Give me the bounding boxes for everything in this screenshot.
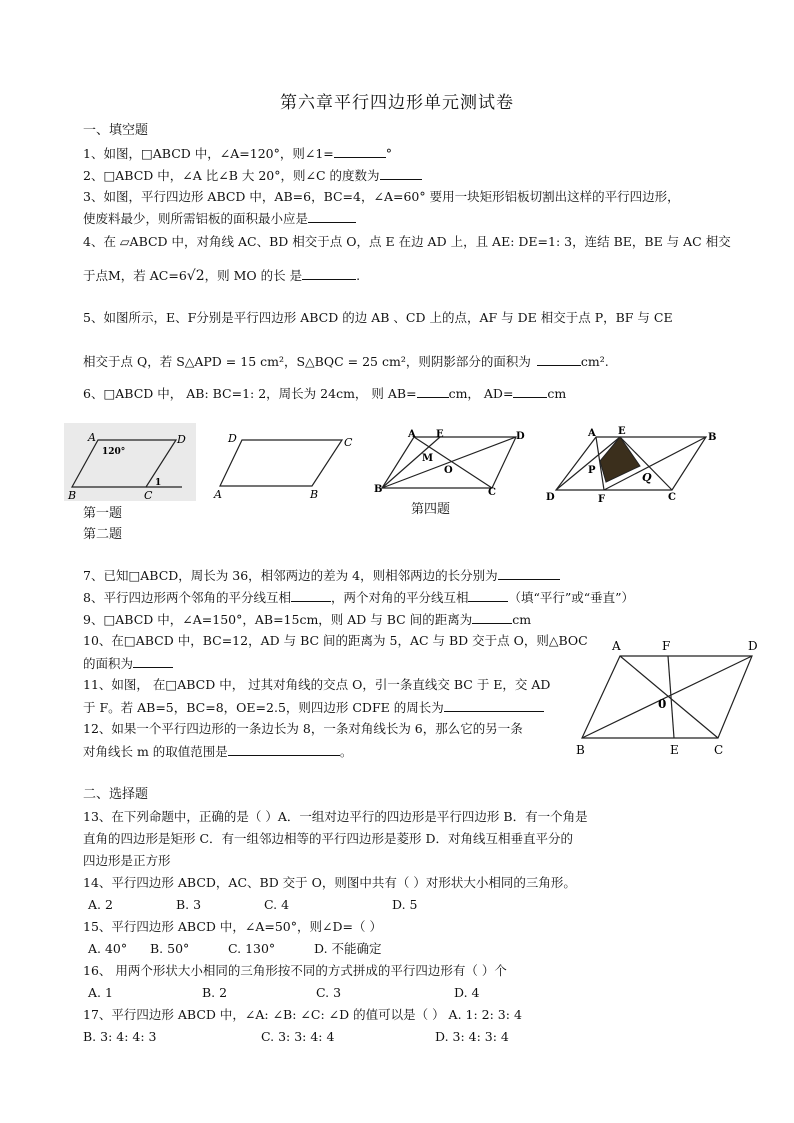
question-5-end: cm². [580,354,609,369]
label-one: 1 [155,478,162,488]
option-c[interactable]: C. 3 [316,985,342,1000]
figure-11-svg [574,636,770,760]
question-12-line-2 [83,742,352,761]
label-c: C [714,743,724,757]
option-a[interactable]: A. 40° [88,941,128,956]
question-7 [83,566,560,585]
figure-2 [210,428,360,500]
question-2-text: 2、□ABCD 中，∠A 比∠B 大 20°，则∠C 的度数为 [83,168,380,183]
option-c[interactable]: C. 4 [264,897,290,912]
label-c: C [144,489,153,501]
answer-blank-ad[interactable] [513,384,547,398]
option-d[interactable]: D. 不能确定 [314,941,382,956]
question-5-line-1: 5、如图所示，E、F分别是平行四边形 ABCD 的边 AB 、CD 上的点，AF 与 DE 相交于点 P，BF 与 CE [83,310,673,325]
question-8-end: （填“平行”或“垂直”） [508,590,635,605]
question-5-line-2 [83,352,609,371]
label-p: P [588,465,596,476]
question-4-text: 于点M，若 AC=6 [83,268,187,283]
label-d: D [228,432,237,445]
label-c: C [488,487,496,496]
question-6-mid: cm， AD= [448,386,514,401]
answer-blank[interactable] [334,144,386,158]
section-fill-blank-heading: 一、填空题 [83,123,149,138]
answer-blank-1[interactable] [291,588,331,602]
question-16: 16、 用两个形状大小相同的三角形按不同的方式拼成的平行四边形有（ ）个 [83,963,507,978]
figure-4-svg [372,428,532,496]
option-d[interactable]: D. 3: 4: 3: 4 [435,1029,509,1044]
caption-question-1: 第一题 [83,506,123,521]
answer-blank[interactable] [537,352,581,366]
label-a: A [408,429,416,440]
question-12-line-1: 12、如果一个平行四边形的一条边长为 8，一条对角线长为 6，那么它的另一条 [83,721,523,736]
answer-blank[interactable] [133,654,173,668]
question-9-end: cm [512,612,532,627]
question-3-line-2 [83,209,356,228]
answer-blank[interactable] [380,166,422,180]
question-9-text: 9、□ABCD 中，∠A=150°，AB=15cm，则 AD 与 BC 间的距离为 [83,612,473,627]
question-6-end: cm [547,386,567,401]
label-angle: 120° [102,447,126,457]
figure-5 [542,424,734,506]
answer-blank[interactable] [472,610,512,624]
question-4-line-2 [83,266,360,285]
label-q: Q [642,471,652,484]
answer-blank-2[interactable] [468,588,508,602]
question-9 [83,610,531,629]
question-17-options [83,1028,509,1046]
question-12-text: 对角线长 m 的取值范围是 [83,744,228,759]
answer-blank[interactable] [228,742,340,756]
figure-11 [574,636,770,760]
question-10-line-1: 10、在□ABCD 中，BC=12，AD 与 BC 间的距离为 5，AC 与 BD 交于点 O，则△BOC [83,633,588,648]
label-b: B [310,488,319,500]
label-d: D [748,639,758,653]
answer-blank-ab[interactable] [417,384,449,398]
question-8-mid: ，两个对角的平分线互相 [330,590,469,605]
label-a: A [88,431,96,444]
question-4-end: . [356,268,361,283]
question-3-line-1: 3、如图，平行四边形 ABCD 中，AB=6，BC=4，∠A=60° 要用一块矩形铝板切割出这样的平行四边形， [83,189,680,204]
label-e: E [618,426,626,437]
question-13-line-1: 13、在下列命题中，正确的是（ ）A．一组对边平行的四边形是平行四边形 B．有一个角是 [83,809,588,824]
label-f: F [598,494,606,505]
label-d: D [177,433,186,446]
question-8 [83,588,634,607]
caption-question-4: 第四题 [411,502,451,517]
option-b[interactable]: B. 3 [176,897,202,912]
question-17: 17、平行四边形 ABCD 中，∠A: ∠B: ∠C: ∠D 的值可以是（ ） A. 1: 2: 3: 4 [83,1007,522,1022]
caption-question-2: 第二题 [83,527,123,542]
figure-2-svg [210,428,360,500]
question-2 [83,166,422,185]
section-choice-heading: 二、选择题 [83,787,149,802]
label-c: C [344,436,353,449]
sqrt-two: √2 [186,268,205,284]
question-11-line-1: 11、如图， 在□ABCD 中， 过其对角线的交点 O，引一条直线交 BC 于 E，交 AD [83,677,551,692]
question-15-options [88,940,382,958]
label-o: 0 [658,697,667,711]
question-10-line-2 [83,654,173,673]
answer-blank[interactable] [302,266,356,280]
label-f: F [662,639,671,653]
figure-1-svg [64,423,196,501]
answer-blank[interactable] [308,209,356,223]
option-c[interactable]: C. 3: 3: 4: 4 [261,1029,335,1044]
answer-blank[interactable] [444,698,544,712]
question-12-end: 。 [339,744,353,759]
question-6 [83,384,566,403]
label-a: A [612,639,621,653]
option-b[interactable]: B. 2 [202,985,228,1000]
question-4-text-2: ，则 MO 的长 是 [204,268,303,283]
label-m: M [422,453,434,464]
label-b: B [576,743,585,757]
label-e: E [670,743,679,757]
question-10-text: 的面积为 [83,656,134,671]
label-b: B [68,489,77,501]
figure-5-svg [542,424,734,506]
question-5-text: 相交于点 Q，若 S△APD = 15 cm²，S△BQC = 25 cm²，则阴影部分的面积为 [83,354,531,369]
option-b[interactable]: B. 50° [150,941,190,956]
page-title: 第六章平行四边形单元测试卷 [280,93,514,113]
question-1-text: 1、如图，□ABCD 中，∠A=120°，则∠1= [83,146,334,161]
question-3-text: 使废料最少，则所需铝板的面积最小应是 [83,211,309,226]
label-c: C [668,492,676,503]
label-b: B [374,484,383,495]
label-b: B [708,432,717,443]
label-d: D [516,431,525,442]
option-d[interactable]: D. 4 [454,985,480,1000]
figure-1 [64,423,196,501]
question-15: 15、平行四边形 ABCD 中，∠A=50°，则∠D=（ ） [83,919,382,934]
question-14: 14、平行四边形 ABCD，AC、BD 交于 O，则图中共有（ ）对形状大小相同的三角形。 [83,875,576,890]
option-d[interactable]: D. 5 [392,897,418,912]
question-6-text: 6、□ABCD 中， AB: BC=1: 2，周长为 24cm， 则 AB= [83,386,417,401]
question-7-text: 7、已知□ABCD，周长为 36，相邻两边的差为 4，则相邻两边的长分别为 [83,568,498,583]
question-13-line-2: 直角的四边形是矩形 C．有一组邻边相等的平行四边形是菱形 D．对角线互相垂直平分的 [83,831,574,846]
question-4-line-1: 4、在 ▱ABCD 中，对角线 AC、BD 相交于点 O，点 E 在边 AD 上，且 AE: DE=1: 3，连结 BE，BE 与 AC 相交 [83,234,731,249]
label-a: A [214,488,222,500]
question-13-line-3: 四边形是正方形 [83,853,171,868]
option-b[interactable]: B. 3: 4: 4: 3 [83,1029,157,1044]
question-14-options [88,896,417,914]
question-11-text: 于 F。若 AB=5，BC=8，OE=2.5，则四边形 CDFE 的周长为 [83,700,444,715]
figure-4 [372,428,532,496]
label-o: O [444,465,453,476]
option-c[interactable]: C. 130° [228,941,276,956]
answer-blank[interactable] [498,566,560,580]
question-1 [83,144,392,163]
label-a: A [588,428,596,439]
question-16-options [88,984,479,1002]
question-8-text: 8、平行四边形两个邻角的平分线互相 [83,590,291,605]
label-d: D [546,492,555,503]
question-1-end: ° [385,146,393,161]
option-a[interactable]: A. 2 [88,897,113,912]
label-e: E [436,429,444,440]
option-a[interactable]: A. 1 [88,985,113,1000]
question-11-line-2 [83,698,544,717]
